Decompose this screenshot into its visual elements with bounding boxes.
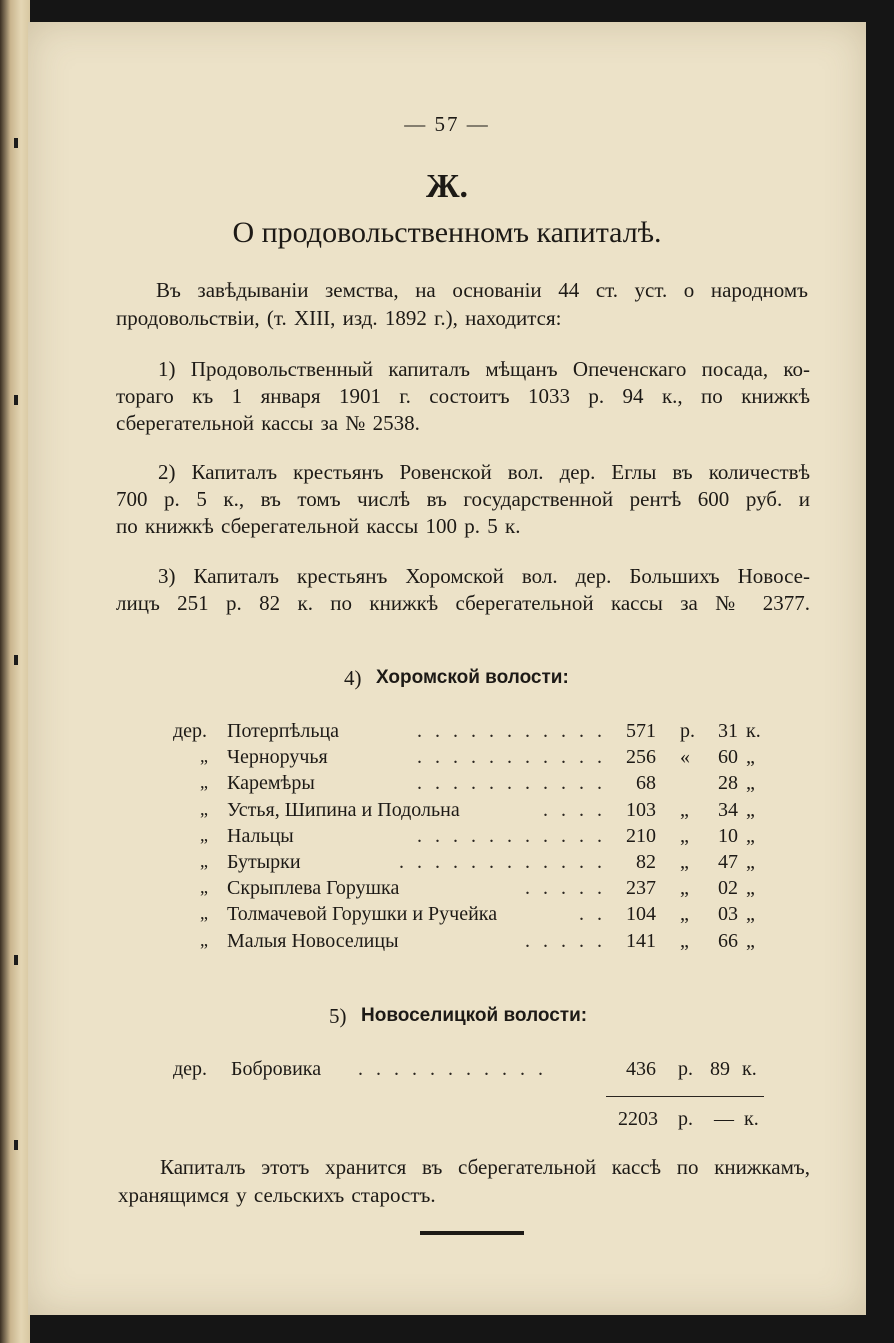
row-name: Нальцы xyxy=(227,824,294,847)
row-ruble-unit: р. xyxy=(678,1058,693,1080)
total-ruble-unit: р. xyxy=(678,1108,693,1130)
binding-stitch xyxy=(14,955,18,965)
table-row xyxy=(28,720,866,746)
row-rubles: 210 xyxy=(626,824,656,847)
row-kopeck-unit: „ xyxy=(746,851,755,873)
item2-line-1: 2) Капиталъ крестьянъ Ровенской вол. дер. Еглы въ количествѣ xyxy=(158,460,810,484)
row-rubles: 104 xyxy=(626,903,656,926)
row-kopecks: 03 xyxy=(718,903,738,926)
row-leader: . . xyxy=(579,903,606,926)
row-kopeck-unit: „ xyxy=(746,772,755,795)
row-name: Черноручья xyxy=(227,746,328,769)
total-kopeck-unit: к. xyxy=(744,1108,759,1130)
table-row xyxy=(28,903,866,929)
row-rubles: 571 xyxy=(626,720,656,742)
row-kopecks: 31 xyxy=(718,720,738,742)
row-kopeck-unit: „ xyxy=(746,798,755,821)
total-kopecks: — xyxy=(714,1108,734,1130)
row-kopecks: 66 xyxy=(718,929,738,952)
page-title: О продовольственномъ капиталѣ. xyxy=(232,216,662,249)
row-kopecks: 02 xyxy=(718,877,738,900)
row-kopeck-unit: „ xyxy=(746,746,755,769)
row-ruble-unit: „ xyxy=(680,903,689,926)
row-ruble-unit: „ xyxy=(680,798,689,821)
row-kopeck-unit: „ xyxy=(746,903,755,926)
row-ruble-unit: „ xyxy=(680,929,689,952)
row-ditto: „ xyxy=(200,929,208,950)
row-prefix: дер. xyxy=(173,1058,208,1080)
row-rubles: 141 xyxy=(626,929,656,952)
row-leader: . . . . . . . . . . . xyxy=(358,1058,547,1080)
total-rule xyxy=(606,1096,764,1097)
item1-line-2: тораго къ 1 января 1901 г. состоитъ 1033 р. 94 к., по книжкѣ xyxy=(116,384,810,408)
row-ditto: „ xyxy=(200,772,208,793)
row-ditto: „ xyxy=(200,851,208,871)
row-name: Толмачевой Горушки и Ручейка xyxy=(227,903,498,926)
row-rubles: 82 xyxy=(636,851,656,873)
row-kopecks: 34 xyxy=(718,798,738,821)
row-kopeck-unit: „ xyxy=(746,929,755,952)
row-name: Скрыплева Горушка xyxy=(227,877,400,900)
row-ruble-unit: р. xyxy=(680,720,695,742)
row-kopecks: 10 xyxy=(718,824,738,847)
row-leader: . . . . xyxy=(543,798,606,821)
row-ditto: „ xyxy=(200,877,208,898)
row-leader: . . . . . . . . . . . xyxy=(417,720,606,742)
table-row xyxy=(28,877,866,903)
row-prefix: дер. xyxy=(173,720,208,742)
page-number: — 57 — xyxy=(404,112,490,136)
row-leader: . . . . . xyxy=(525,929,606,952)
row-leader: . . . . . . . . . . . . xyxy=(399,851,606,873)
item3-line-1: 3) Капиталъ крестьянъ Хоромской вол. дер. Большихъ Новосе- xyxy=(158,564,810,588)
table-row xyxy=(28,930,866,956)
item1-line-1: 1) Продовольственный капиталъ мѣщанъ Опеченскаго посада, ко- xyxy=(158,357,810,381)
table-row xyxy=(28,825,866,851)
total-row xyxy=(28,1108,866,1134)
row-name: Бобровика xyxy=(231,1058,322,1080)
row-rubles: 436 xyxy=(626,1058,656,1080)
row-name: Потерпѣльца xyxy=(227,720,340,742)
row-rubles: 68 xyxy=(636,772,656,795)
section5-heading: Новоселицкой волости: xyxy=(361,1005,588,1026)
row-rubles: 256 xyxy=(626,746,656,769)
row-ditto: „ xyxy=(200,798,208,819)
section4-number: 4) xyxy=(344,666,362,690)
closing-line-1: Капиталъ этотъ хранится въ сберегательной кассѣ по книжкамъ, xyxy=(160,1155,810,1179)
row-leader: . . . . . xyxy=(525,877,606,900)
row-name: Бутырки xyxy=(227,851,301,873)
row-ruble-unit: « xyxy=(680,746,690,769)
binding-stitch xyxy=(14,395,18,405)
binding-stitch xyxy=(14,138,18,148)
row-rubles: 103 xyxy=(626,798,656,821)
binding-stitch xyxy=(14,1140,18,1150)
item3-line-2: лицъ 251 р. 82 к. по книжкѣ сберегательной кассы за № 2377. xyxy=(116,591,810,615)
intro-line-1: Въ завѣдываніи земства, на основаніи 44 ст. уст. о народномъ xyxy=(156,278,808,302)
binding-stitch xyxy=(14,655,18,665)
section5-row xyxy=(28,1058,866,1084)
row-kopecks: 28 xyxy=(718,772,738,795)
intro-line-2: продовольствіи, (т. XIII, изд. 1892 г.), находится: xyxy=(116,306,562,330)
row-kopecks: 47 xyxy=(718,851,738,873)
table-row xyxy=(28,851,866,877)
section5-number: 5) xyxy=(329,1004,347,1028)
row-ruble-unit: „ xyxy=(680,851,689,873)
row-leader: . . . . . . . . . . . xyxy=(417,746,606,769)
row-leader: . . . . . . . . . . . xyxy=(417,772,606,795)
table-row xyxy=(28,772,866,798)
row-name: Малыя Новоселицы xyxy=(227,929,399,952)
table-row xyxy=(28,799,866,825)
item1-line-3: сберегательной кассы за № 2538. xyxy=(116,411,420,435)
row-kopeck-unit: к. xyxy=(746,720,761,742)
total-rubles: 2203 xyxy=(618,1108,658,1130)
row-ruble-unit: „ xyxy=(680,877,689,900)
item2-line-3: по книжкѣ сберегательной кассы 100 р. 5 к. xyxy=(116,514,521,538)
row-leader: . . . . . . . . . . . xyxy=(417,824,606,847)
row-kopecks: 60 xyxy=(718,746,738,769)
row-name: Каремѣры xyxy=(227,772,315,795)
table-row xyxy=(28,746,866,772)
row-kopeck-unit: „ xyxy=(746,877,755,900)
row-kopeck-unit: „ xyxy=(746,824,755,847)
row-rubles: 237 xyxy=(626,877,656,900)
row-kopeck-unit: к. xyxy=(742,1058,757,1080)
row-ruble-unit: „ xyxy=(680,824,689,847)
row-ditto: „ xyxy=(200,903,208,924)
section4-heading: Хоромской волости: xyxy=(376,667,569,688)
row-name: Устья, Шипина и Подольна xyxy=(227,798,460,821)
item2-line-2: 700 р. 5 к., въ томъ числѣ въ государственной рентѣ 600 руб. и xyxy=(116,487,810,511)
section-letter: Ж. xyxy=(425,168,469,205)
row-kopecks: 89 xyxy=(710,1058,730,1080)
row-ditto: „ xyxy=(200,824,208,845)
end-rule xyxy=(420,1231,524,1235)
book-page xyxy=(28,22,866,1315)
row-ditto: „ xyxy=(200,746,208,767)
closing-line-2: хранящимся у сельскихъ старостъ. xyxy=(118,1183,436,1207)
